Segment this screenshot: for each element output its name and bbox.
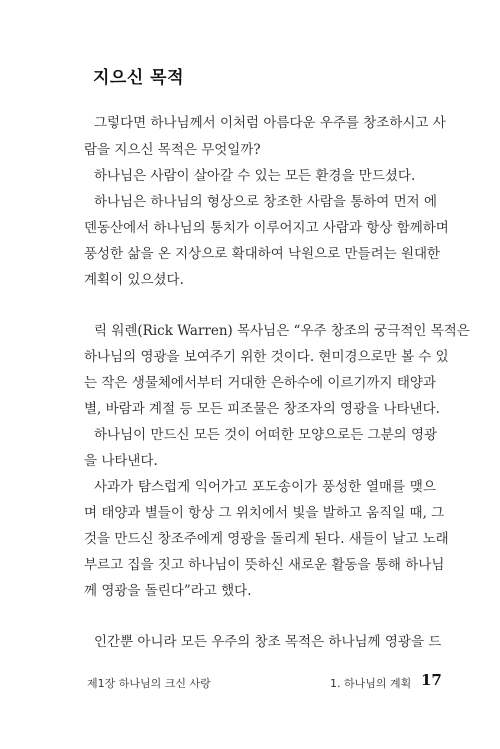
footer-section-title: 1. 하나님의 계획: [330, 677, 412, 690]
section-heading: 지으신 목적: [93, 68, 185, 88]
text-line: 것을 만드신 창조주에게 영광을 돌리게 된다. 새들이 날고 노래: [84, 531, 449, 547]
text-line: 는 작은 생물체에서부터 거대한 은하수에 이르기까지 태양과: [84, 375, 436, 391]
text-line: 하나님이 만드신 모든 것이 어떠한 모양으로든 그분의 영광: [94, 427, 438, 443]
text-line: 별, 바람과 계절 등 모든 피조물은 창조자의 영광을 나타낸다.: [84, 401, 440, 417]
text-line: 하나님은 사람이 살아갈 수 있는 모든 환경을 만드셨다.: [94, 168, 416, 184]
text-line: 부르고 집을 짓고 하나님이 뜻하신 새로운 활동을 통해 하나님: [84, 557, 445, 573]
text-line: 릭 워렌(Rick Warren) 목사님은 “우주 창조의 궁극적인 목적은: [94, 323, 470, 339]
text-line: 을 나타낸다.: [84, 453, 158, 469]
text-line: 람을 지으신 목적은 무엇일까?: [84, 142, 261, 158]
text-line: 사과가 탐스럽게 익어가고 포도송이가 풍성한 열매를 맺으: [94, 479, 436, 495]
text-line: 인간뿐 아니라 모든 우주의 창조 목적은 하나님께 영광을 드: [94, 634, 442, 650]
text-line: 하나님은 하나님의 형상으로 창조한 사람을 통하여 먼저 에: [94, 194, 438, 210]
footer-chapter-title: 제1장 하나님의 크신 사랑: [87, 677, 211, 690]
text-line: 그렇다면 하나님께서 이처럼 아름다운 우주를 창조하시고 사: [94, 115, 446, 131]
text-line: 하나님의 영광을 보여주기 위한 것이다. 현미경으로만 볼 수 있: [84, 349, 449, 365]
text-line: 풍성한 삶을 온 지상으로 확대하여 낙원으로 만들려는 원대한: [84, 246, 441, 262]
text-line: 께 영광을 돌린다”라고 했다.: [84, 583, 252, 599]
text-line: 며 태양과 별들이 항상 그 위치에서 빛을 발하고 움직일 때, 그: [84, 505, 445, 521]
text-line: 덴동산에서 하나님의 통치가 이루어지고 사람과 항상 함께하며: [84, 220, 449, 236]
text-line: 계획이 있으셨다.: [84, 272, 184, 288]
page-number: 17: [421, 671, 442, 689]
